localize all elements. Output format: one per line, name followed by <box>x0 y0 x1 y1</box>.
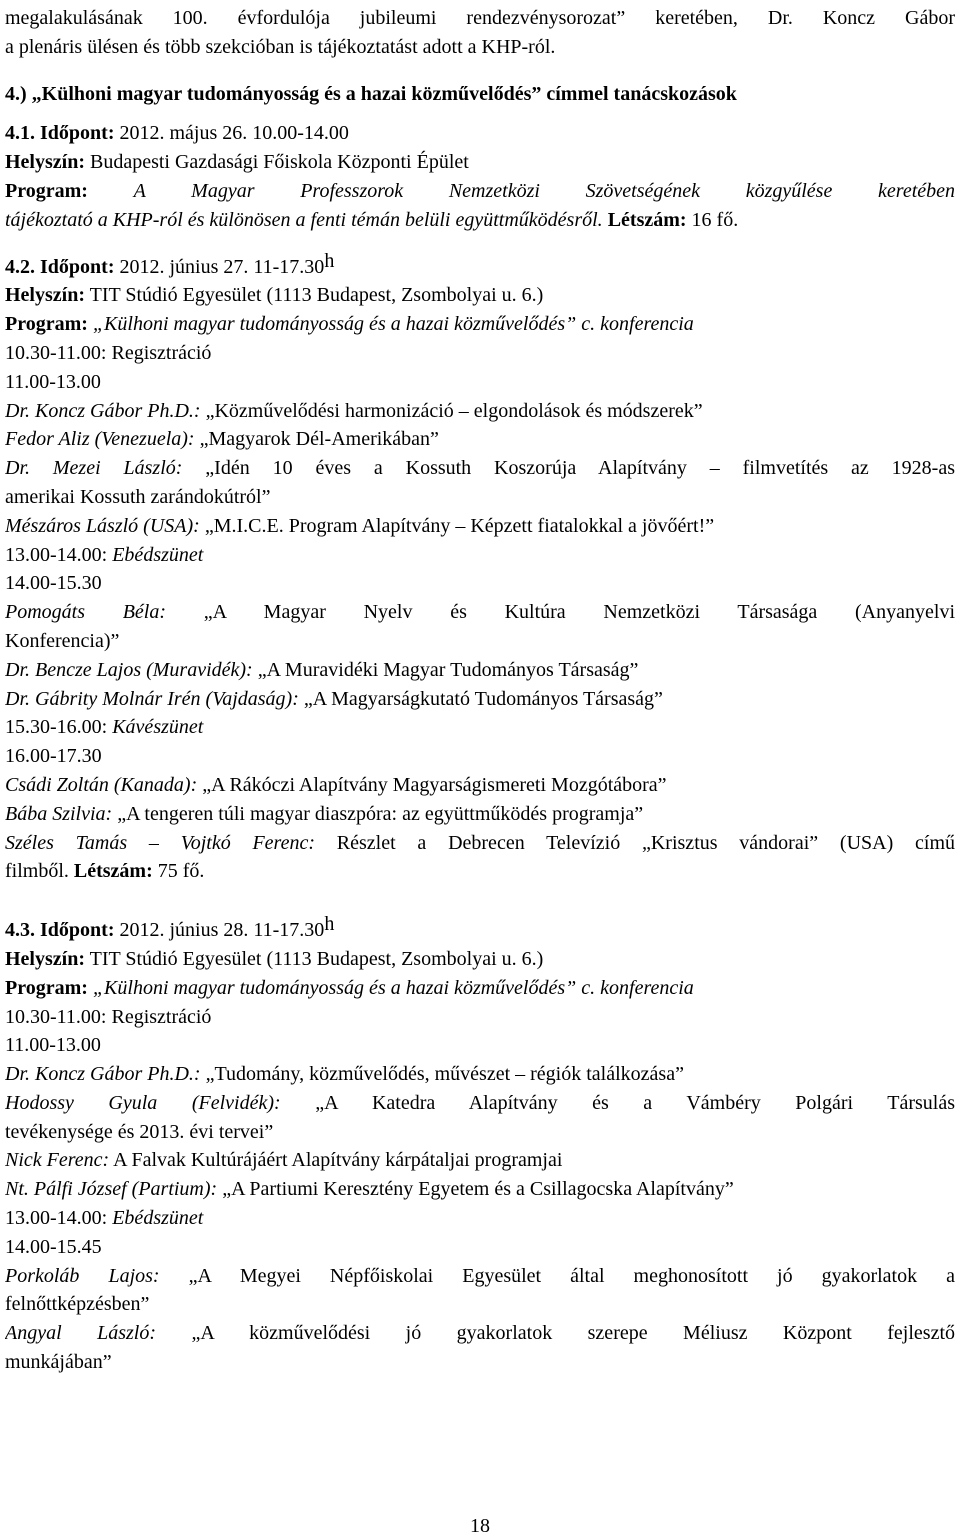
event2-time-label: Időpont: <box>40 255 115 278</box>
talk-speaker: Dr. Koncz Gábor Ph.D.: <box>5 399 201 422</box>
event1-headcount-label: Létszám: <box>607 208 687 231</box>
break-label: Ebédszünet <box>112 1207 204 1230</box>
event2-talk-4 <box>5 512 955 541</box>
event1-venue-row <box>5 148 955 177</box>
event2-talk-1 <box>5 397 955 426</box>
event1-program-row-2 <box>5 206 955 235</box>
event1-headcount: 16 fő. <box>691 208 739 231</box>
event2-session1: 11.00-13.00 <box>5 370 101 393</box>
event3-lunch <box>5 1204 955 1233</box>
document-page <box>5 4 955 1377</box>
talk-title: „A Muravidéki Magyar Tudományos Társaság” <box>257 658 639 681</box>
talk-speaker: Hodossy Gyula (Felvidék): <box>5 1091 281 1114</box>
talk-speaker: Dr. Gábrity Molnár Irén (Vajdaság): <box>5 687 299 710</box>
event3-time-sup: h <box>324 916 335 936</box>
section-number: 4.) <box>5 82 27 105</box>
event3-talk-6-cont: munkájában” <box>5 1351 112 1374</box>
talk-title: „A Magyarságkutató Tudományos Társaság” <box>303 687 663 710</box>
event3-program-label: Program: <box>5 976 88 999</box>
event2-venue: TIT Stúdió Egyesület (1113 Budapest, Zsombolyai u. 6.) <box>89 284 544 307</box>
event1-time-label: Időpont: <box>40 122 115 145</box>
event3-session2: 14.00-15.45 <box>5 1235 102 1258</box>
talk-speaker: Dr. Bencze Lajos (Muravidék): <box>5 658 253 681</box>
talk-title: „A Partiumi Keresztény Egyetem és a Csillagocska Alapítvány” <box>222 1178 734 1201</box>
talk-speaker: Angyal László: <box>5 1322 157 1345</box>
talk-speaker: Nt. Pálfi József (Partium): <box>5 1178 218 1201</box>
event3-talk-2 <box>5 1089 955 1118</box>
talk-speaker: Mészáros László (USA): <box>5 514 200 537</box>
talk-title: „Idén 10 éves a Kossuth Koszorúja Alapítvány – filmvetítés az 1928-as <box>205 457 955 480</box>
event2-talk-5 <box>5 598 955 627</box>
event3-talk-4 <box>5 1175 955 1204</box>
event2-talk-5-cont: Konferencia)” <box>5 629 120 652</box>
talk-speaker: Porkoláb Lajos: <box>5 1264 160 1287</box>
event3-venue: TIT Stúdió Egyesület (1113 Budapest, Zsombolyai u. 6.) <box>89 947 544 970</box>
event2-program-label: Program: <box>5 313 88 336</box>
talk-title: „A Katedra Alapítvány és a Vámbéry Polgári Társulás <box>315 1091 955 1114</box>
event1-program-line1: A Magyar Professzorok Nemzetközi Szövetségének közgyűlése keretében <box>133 179 955 202</box>
event3-venue-label: Helyszín: <box>5 947 85 970</box>
event2-talk-2 <box>5 425 955 454</box>
section-title: „Külhoni magyar tudományosság és a hazai közművelődés” címmel tanácskozások <box>31 82 737 105</box>
page-number: 18 <box>470 1515 490 1537</box>
event2-program: „Külhoni magyar tudományosság és a hazai közművelődés” c. konferencia <box>92 313 694 336</box>
event2-headcount-label: Létszám: <box>73 860 153 883</box>
talk-title: „Tudomány, közművelődés, művészet – régiók találkozása” <box>205 1063 684 1086</box>
event2-session2: 14.00-15.30 <box>5 572 102 595</box>
event3-venue-row <box>5 945 955 974</box>
event2-program-row <box>5 310 955 339</box>
break-time: 13.00-14.00: <box>5 1207 108 1230</box>
talk-speaker: Csádi Zoltán (Kanada): <box>5 773 198 796</box>
event2-time: 2012. június 27. 11-17.30 <box>119 255 325 278</box>
event2-session3: 16.00-17.30 <box>5 745 102 768</box>
event2-lunch <box>5 541 955 570</box>
talk-title: „A tengeren túli magyar diaszpóra: az együttműködés programja” <box>117 802 644 825</box>
talk-speaker: Nick Ferenc: <box>5 1149 110 1172</box>
event1-program-line2: tájékoztató a KHP-ról és különösen a fenti témán belüli együttműködésről. <box>5 208 603 231</box>
event3-talk-2-cont: tevékenysége és 2013. évi tervei” <box>5 1120 274 1143</box>
event2-talk-6 <box>5 656 955 685</box>
talk-speaker: Dr. Mezei László: <box>5 457 183 480</box>
talk-title: „A Megyei Népfőiskolai Egyesület által meghonosított jó gyakorlatok a <box>188 1264 955 1287</box>
section-heading <box>5 80 955 109</box>
break-time: 15.30-16.00: <box>5 716 108 739</box>
event3-talk-5 <box>5 1262 955 1291</box>
event2-talk-3-cont: amerikai Kossuth zarándokútról” <box>5 485 271 508</box>
event2-venue-row <box>5 281 955 310</box>
break-label: Kávészünet <box>112 716 204 739</box>
talk-title: „A közművelődési jó gyakorlatok szerepe Méliusz Központ fejlesztő <box>191 1322 955 1345</box>
talk-speaker: Bába Szilvia: <box>5 802 113 825</box>
event3-talk-6 <box>5 1319 955 1348</box>
talk-title-cont: filmből. <box>5 860 69 883</box>
event1-program-row <box>5 177 955 206</box>
event2-registration: 10.30-11.00: Regisztráció <box>5 341 212 364</box>
event3-program-row <box>5 974 955 1003</box>
event3-talk-3 <box>5 1146 955 1175</box>
event3-time-label: Időpont: <box>40 919 115 942</box>
talk-speaker: Pomogáts Béla: <box>5 601 167 624</box>
event2-talk-9 <box>5 800 955 829</box>
event3-session1: 11.00-13.00 <box>5 1034 101 1057</box>
talk-title: A Falvak Kultúrájáért Alapítvány kárpátaljai programjai <box>113 1149 563 1172</box>
intro-line-1: megalakulásának 100. évfordulója jubileumi rendezvénysorozat” keretében, Dr. Koncz Gábor <box>5 7 955 29</box>
event3-time-row <box>5 916 955 945</box>
event2-talk-3 <box>5 454 955 483</box>
talk-title: „A Magyar Nyelv és Kultúra Nemzetközi Társasága (Anyanyelvi <box>203 601 955 624</box>
break-label: Ebédszünet <box>112 543 204 566</box>
event2-time-row <box>5 253 955 282</box>
event2-number: 4.2. <box>5 255 35 278</box>
event1-venue-label: Helyszín: <box>5 151 85 174</box>
talk-speaker: Széles Tamás – Vojtkó Ferenc: <box>5 831 316 854</box>
event2-talk-7 <box>5 685 955 714</box>
event1-venue: Budapesti Gazdasági Főiskola Központi Épület <box>90 151 469 174</box>
event3-registration: 10.30-11.00: Regisztráció <box>5 1005 212 1028</box>
talk-title: „Magyarok Dél-Amerikában” <box>199 428 439 451</box>
event3-number: 4.3. <box>5 919 35 942</box>
event2-coffee <box>5 713 955 742</box>
event3-time: 2012. június 28. 11-17.30 <box>119 919 325 942</box>
event2-time-sup: h <box>324 252 335 272</box>
event2-venue-label: Helyszín: <box>5 284 85 307</box>
event2-headcount: 75 fő. <box>157 860 205 883</box>
event3-program: „Külhoni magyar tudományosság és a hazai közművelődés” c. konferencia <box>92 976 694 999</box>
event2-talk-8 <box>5 771 955 800</box>
event2-talk-10-cont <box>5 857 955 886</box>
event1-time-row <box>5 119 955 148</box>
talk-speaker: Fedor Aliz (Venezuela): <box>5 428 195 451</box>
talk-speaker: Dr. Koncz Gábor Ph.D.: <box>5 1063 201 1086</box>
event1-time: 2012. május 26. 10.00-14.00 <box>119 122 349 145</box>
talk-title: „M.I.C.E. Program Alapítvány – Képzett fiatalokkal a jövőért!” <box>204 514 715 537</box>
event3-talk-1 <box>5 1060 955 1089</box>
talk-title: „Közművelődési harmonizáció – elgondolások és módszerek” <box>205 399 703 422</box>
event3-talk-5-cont: felnőttképzésben” <box>5 1293 150 1316</box>
intro-line-2: a plenáris ülésen és több szekcióban is tájékoztatást adott a KHP-ról. <box>5 35 556 58</box>
talk-title: Részlet a Debrecen Televízió „Krisztus vándorai” (USA) című <box>336 831 955 854</box>
event1-number: 4.1. <box>5 122 35 145</box>
event1-program-label: Program: <box>5 179 88 202</box>
break-time: 13.00-14.00: <box>5 543 108 566</box>
event2-talk-10 <box>5 829 955 858</box>
talk-title: „A Rákóczi Alapítvány Magyarságismereti Mozgótábora” <box>202 773 667 796</box>
